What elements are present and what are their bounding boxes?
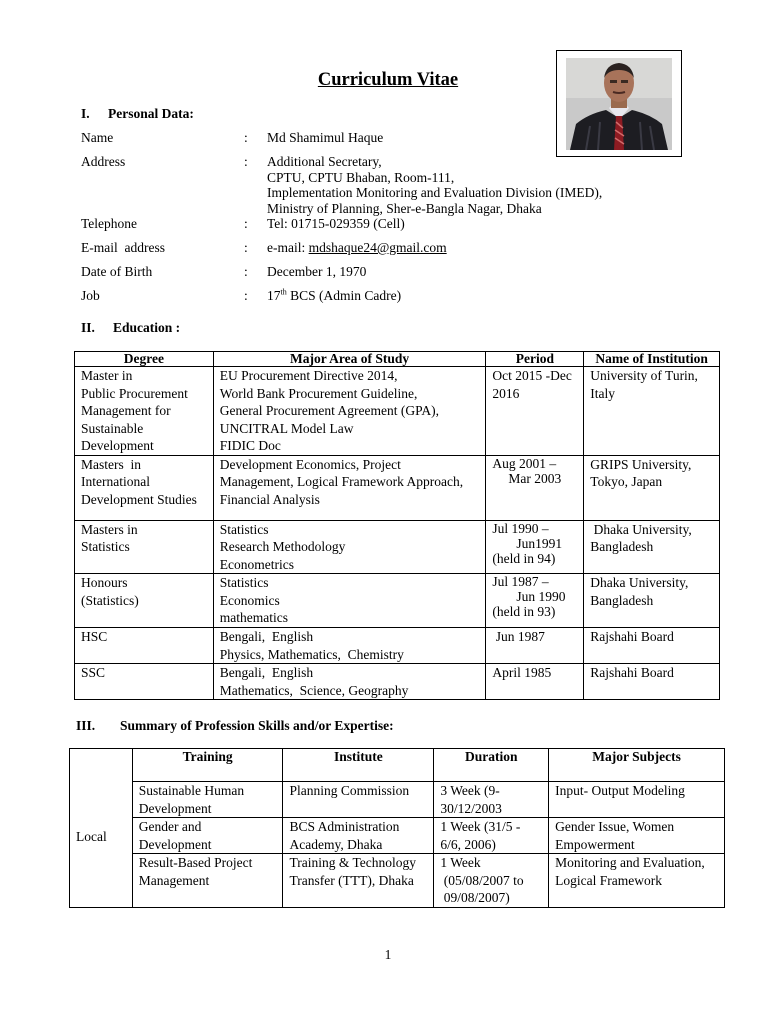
column-header: Institute <box>283 749 434 782</box>
institution-cell <box>584 628 720 664</box>
cell-line: International <box>81 474 150 489</box>
cell-line: Management, Logical Framework Approach, <box>219 474 464 489</box>
table-header-row <box>70 749 725 782</box>
table-row <box>75 664 720 700</box>
institution-cell <box>584 455 720 520</box>
study-cell <box>213 664 486 700</box>
colon: : <box>244 130 248 145</box>
cell-line: Bangladesh <box>590 592 654 608</box>
group-label-cell <box>70 749 133 908</box>
cell-line: Italy <box>590 385 616 401</box>
section-title: Personal Data: <box>108 106 194 121</box>
cell-line: Jun1991 <box>516 535 563 551</box>
cell-line: 3 Week (9- <box>440 783 500 798</box>
cell-line: Jun 1987 <box>492 629 545 644</box>
degree-cell <box>75 628 214 664</box>
cell-line: Management for <box>81 403 171 418</box>
cell-line: 09/08/2007) <box>440 890 510 905</box>
cell-line: Oct 2015 -Dec <box>492 368 572 383</box>
field-value <box>267 264 366 280</box>
field-value <box>267 154 602 216</box>
cell-line: (held in 94) <box>492 550 556 566</box>
table-header-row <box>75 352 720 367</box>
institute-cell <box>283 854 434 908</box>
cell-line: Rajshahi Board <box>590 665 674 680</box>
section-title: Education : <box>113 320 181 335</box>
section-number: II. <box>81 320 95 335</box>
study-cell <box>213 455 486 520</box>
duration-cell <box>434 854 549 908</box>
education-table <box>74 351 720 700</box>
cell-line: SSC <box>81 665 106 680</box>
cell-line: April 1985 <box>492 665 552 680</box>
cell-line: Master in <box>81 368 133 383</box>
field-label: Date of Birth <box>81 264 153 279</box>
table-row <box>75 367 720 456</box>
cell-line: Gender and <box>138 819 202 834</box>
study-cell <box>213 574 486 628</box>
cell-line: Sustainable Human <box>138 783 245 798</box>
colon: : <box>244 288 248 303</box>
training-cell <box>132 818 283 854</box>
table-row <box>70 782 725 818</box>
period-cell <box>486 455 584 520</box>
cell-line: Development Studies <box>81 491 197 507</box>
field-value <box>267 288 401 304</box>
column-header: Training <box>132 749 283 782</box>
cell-line: (Statistics) <box>81 592 139 608</box>
profile-photo <box>556 50 682 157</box>
institution-cell <box>584 664 720 700</box>
institution-cell <box>584 520 720 574</box>
cell-line: Bangladesh <box>590 539 654 554</box>
period-cell <box>486 574 584 628</box>
period-cell <box>486 520 584 574</box>
column-header: Degree <box>75 352 214 367</box>
email-link[interactable]: mdshaque24@gmail.com <box>308 240 447 255</box>
cell-line: 1 Week <box>440 855 481 870</box>
section-personal-heading <box>81 106 194 122</box>
period-cell <box>486 628 584 664</box>
cell-line: Logical Framework <box>555 872 662 888</box>
cell-line: Economics <box>219 592 280 608</box>
cell-line: (05/08/2007 to <box>440 872 524 888</box>
subjects-cell <box>549 782 725 818</box>
field-value <box>267 240 447 256</box>
cell-line: EU Procurement Directive 2014, <box>219 368 398 383</box>
job-ordinal: th <box>280 287 287 297</box>
cell-line: Public Procurement <box>81 385 188 401</box>
training-cell <box>132 854 283 908</box>
cell-line: Monitoring and Evaluation, <box>555 855 705 870</box>
column-header: Duration <box>434 749 549 782</box>
cell-line: Tokyo, Japan <box>590 474 663 489</box>
cell-line: Sustainable <box>81 420 144 436</box>
cell-line: Academy, Dhaka <box>289 836 383 852</box>
field-value <box>267 130 383 146</box>
training-cell <box>132 782 283 818</box>
cell-line: Result-Based Project <box>138 855 253 870</box>
cell-line: Rajshahi Board <box>590 629 674 644</box>
value-line: Additional Secretary, <box>267 154 382 169</box>
table-row <box>75 455 720 520</box>
section-skills-heading <box>76 718 394 734</box>
cell-line: mathematics <box>219 610 289 625</box>
cell-line: Bengali, English <box>219 629 314 644</box>
cell-line: Jul 1987 – <box>492 574 549 589</box>
cell-line: Statistics <box>81 539 130 554</box>
cell-line: Input- Output Modeling <box>555 783 685 798</box>
degree-cell <box>75 520 214 574</box>
cell-line: Masters in <box>81 456 141 472</box>
cell-line: 6/6, 2006) <box>440 836 496 852</box>
institute-cell <box>283 818 434 854</box>
colon: : <box>244 264 248 279</box>
job-text: BCS (Admin Cadre) <box>286 288 402 303</box>
field-label: Name <box>81 130 114 145</box>
duration-cell <box>434 818 549 854</box>
section-number: III. <box>76 718 96 733</box>
cell-line: Honours <box>81 575 128 590</box>
colon: : <box>244 154 248 169</box>
degree-cell <box>75 664 214 700</box>
cell-line: Dhaka University, <box>590 521 692 537</box>
table-row <box>75 520 720 574</box>
value-line: December 1, 1970 <box>267 264 367 279</box>
cell-line: Transfer (TTT), Dhaka <box>289 872 414 888</box>
cell-line: Bengali, English <box>219 665 314 680</box>
cell-line: Aug 2001 – <box>492 455 557 471</box>
colon: : <box>244 240 248 255</box>
cell-line: Statistics <box>219 521 269 537</box>
column-header: Major Area of Study <box>213 352 486 367</box>
cell-line: Jul 1990 – <box>492 520 549 536</box>
study-cell <box>213 628 486 664</box>
value-line: CPTU, CPTU Bhaban, Room-111, <box>267 169 455 185</box>
subjects-cell <box>549 854 725 908</box>
cell-line: Physics, Mathematics, Chemistry <box>219 646 404 662</box>
degree-cell <box>75 455 214 520</box>
table-row <box>75 574 720 628</box>
cell-line: FIDIC Doc <box>219 438 281 453</box>
table-row <box>75 628 720 664</box>
subjects-cell <box>549 818 725 854</box>
cell-line: Development <box>138 800 212 816</box>
period-cell <box>486 367 584 456</box>
institute-cell <box>283 782 434 818</box>
cell-line: Management <box>138 872 210 888</box>
cell-line: Development <box>81 438 154 453</box>
cell-line: GRIPS University, <box>590 456 692 472</box>
cell-line: Financial Analysis <box>219 491 320 507</box>
value-line: Tel: 01715-029359 (Cell) <box>267 216 405 231</box>
skills-table <box>69 748 725 908</box>
cell-line: Dhaka University, <box>590 575 689 590</box>
cell-line: Statistics <box>219 575 269 590</box>
page-title: Curriculum Vitae <box>317 70 459 90</box>
degree-cell <box>75 574 214 628</box>
column-header: Name of Institution <box>584 352 720 367</box>
column-header: Major Subjects <box>549 749 725 782</box>
cell-line: Planning Commission <box>289 783 410 798</box>
cell-line: UNCITRAL Model Law <box>219 420 354 436</box>
cell-line: University of Turin, <box>590 368 698 383</box>
section-title: Summary of Profession Skills and/or Expertise: <box>120 718 394 733</box>
period-cell <box>486 664 584 700</box>
cell-line: Econometrics <box>219 556 295 572</box>
section-number: I. <box>81 106 90 121</box>
cell-line: World Bank Procurement Guideline, <box>219 385 418 401</box>
cell-line: 30/12/2003 <box>440 800 502 816</box>
cell-line: Mar 2003 <box>508 470 562 486</box>
study-cell <box>213 367 486 456</box>
cell-line: HSC <box>81 629 108 644</box>
institution-cell <box>584 367 720 456</box>
person-portrait-icon <box>566 58 672 150</box>
cell-line: Development <box>138 836 212 852</box>
cell-line: 1 Week (31/5 - <box>440 819 521 834</box>
page-number: 1 <box>384 947 392 962</box>
job-number: 17 <box>267 288 281 303</box>
table-row <box>70 854 725 908</box>
colon: : <box>244 216 248 231</box>
cell-line: 2016 <box>492 385 520 401</box>
cell-line: Jun 1990 <box>516 589 566 604</box>
value-line: Ministry of Planning, Sher-e-Bangla Nagar, Dhaka <box>267 200 542 216</box>
column-header: Period <box>486 352 584 367</box>
cell-line: Empowerment <box>555 836 635 852</box>
value-line: Md Shamimul Haque <box>267 130 384 145</box>
field-value <box>267 216 405 232</box>
table-row <box>70 818 725 854</box>
field-label: E-mail address <box>81 240 165 255</box>
field-label: Address <box>81 154 126 169</box>
cell-line: Training & Technology <box>289 855 417 870</box>
cell-line: BCS Administration <box>289 819 400 834</box>
cell-line: Mathematics, Science, Geography <box>219 682 409 698</box>
email-prefix: e-mail: <box>267 240 309 255</box>
cell-line: Development Economics, Project <box>219 456 401 472</box>
field-label: Job <box>81 288 100 303</box>
field-label: Telephone <box>81 216 138 231</box>
section-education-heading <box>81 320 180 336</box>
group-label: Local <box>76 829 107 845</box>
value-line: Implementation Monitoring and Evaluation Division (IMED), <box>267 185 603 200</box>
cell-line: Gender Issue, Women <box>555 819 675 834</box>
study-cell <box>213 520 486 574</box>
duration-cell <box>434 782 549 818</box>
cell-line: Research Methodology <box>219 539 346 554</box>
degree-cell <box>75 367 214 456</box>
cell-line: Masters in <box>81 521 138 537</box>
cell-line: (held in 93) <box>492 604 556 619</box>
cell-line: General Procurement Agreement (GPA), <box>219 403 439 418</box>
institution-cell <box>584 574 720 628</box>
